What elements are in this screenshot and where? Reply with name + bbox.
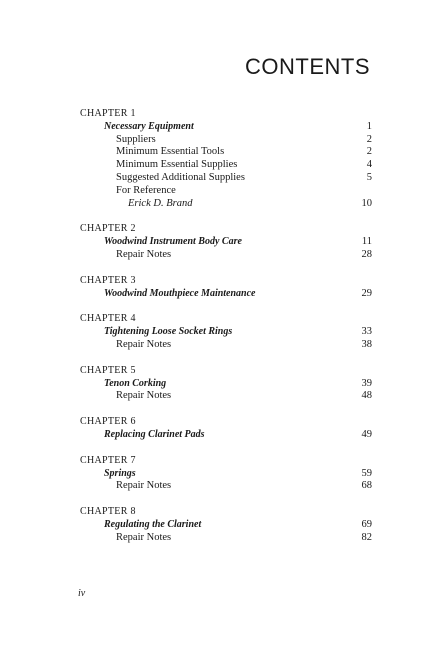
toc-page-number: 48 (361, 390, 372, 402)
chapter-heading (80, 416, 372, 429)
toc-entry (80, 480, 372, 493)
page-number: iv (78, 588, 86, 599)
chapter-heading (80, 223, 372, 236)
table-of-contents (80, 108, 372, 558)
toc-entry (80, 146, 372, 159)
chapter-block (80, 223, 372, 261)
toc-entry-label: Tenon Corking (104, 377, 167, 389)
chapter-block (80, 313, 372, 351)
toc-page-number: 10 (361, 197, 372, 209)
toc-entry-label: Repair Notes (116, 480, 172, 492)
toc-chapter-title (80, 288, 372, 301)
toc-entry-label: Minimum Essential Supplies (116, 159, 238, 171)
chapter-heading-label: CHAPTER 6 (80, 416, 136, 428)
chapter-heading-label: CHAPTER 1 (80, 108, 136, 119)
toc-entry (80, 339, 372, 352)
toc-entry-label: Necessary Equipment (104, 120, 194, 132)
chapter-block (80, 416, 372, 442)
toc-entry-label: Woodwind Mouthpiece Maintenance (104, 287, 256, 299)
toc-page-number: 39 (361, 377, 372, 389)
toc-entry-label: Suggested Additional Supplies (116, 171, 245, 183)
toc-entry (80, 172, 372, 185)
toc-entry (80, 249, 372, 262)
toc-entry-label: Woodwind Instrument Body Care (104, 236, 242, 248)
toc-page-number: 49 (361, 428, 372, 440)
toc-page-number: 1 (366, 120, 372, 132)
toc-entry (80, 185, 372, 198)
chapter-heading-label: CHAPTER 5 (80, 364, 136, 376)
toc-page-number: 68 (361, 480, 372, 492)
toc-chapter-title (80, 121, 372, 134)
toc-entry-label: Minimum Essential Tools (116, 146, 225, 158)
toc-entry-label: Suppliers (116, 133, 156, 145)
toc-page-number: 5 (366, 171, 372, 183)
chapter-heading-label: CHAPTER 2 (80, 223, 136, 235)
toc-page-number: 69 (361, 518, 372, 530)
toc-entry (80, 532, 372, 545)
toc-entry (80, 198, 372, 211)
toc-entry (80, 134, 372, 147)
page-title: CONTENTS (245, 54, 370, 79)
chapter-heading (80, 313, 372, 326)
chapter-block (80, 275, 372, 301)
toc-page-number: 29 (361, 287, 372, 299)
toc-entry-label: Regulating the Clarinet (104, 518, 202, 530)
toc-page-number: 38 (361, 338, 372, 350)
chapter-heading-label: CHAPTER 7 (80, 454, 136, 466)
chapter-block (80, 506, 372, 544)
toc-entry-label: Repair Notes (116, 248, 172, 260)
chapter-heading (80, 506, 372, 519)
toc-page-number: 28 (361, 248, 372, 260)
toc-entry (80, 159, 372, 172)
chapter-block (80, 365, 372, 403)
toc-entry-label: Springs (104, 467, 136, 479)
chapter-heading-label: CHAPTER 8 (80, 506, 136, 518)
toc-page-number: 2 (366, 133, 372, 145)
toc-page-number: 2 (366, 146, 372, 158)
toc-chapter-title (80, 519, 372, 532)
chapter-heading-label: CHAPTER 3 (80, 274, 136, 286)
toc-entry-label: Tightening Loose Socket Rings (104, 326, 233, 338)
chapter-block (80, 108, 372, 210)
toc-entry-label: Replacing Clarinet Pads (104, 428, 205, 440)
toc-chapter-title (80, 236, 372, 249)
chapter-heading-label: CHAPTER 4 (80, 313, 136, 325)
toc-chapter-title (80, 378, 372, 391)
chapter-block (80, 455, 372, 493)
toc-page-number: 4 (366, 159, 372, 171)
toc-page-number: 59 (361, 467, 372, 479)
toc-entry-label: Repair Notes (116, 338, 172, 350)
toc-entry-label: Repair Notes (116, 390, 172, 402)
chapter-heading (80, 108, 372, 121)
toc-page-number: 82 (361, 531, 372, 543)
toc-entry-label: For Reference (116, 184, 176, 196)
toc-entry-label: Erick D. Brand (128, 197, 193, 209)
toc-page-number: 11 (361, 236, 372, 248)
toc-entry (80, 390, 372, 403)
chapter-heading (80, 365, 372, 378)
toc-chapter-title (80, 468, 372, 481)
chapter-heading (80, 455, 372, 468)
chapter-heading (80, 275, 372, 288)
toc-entry-label: Repair Notes (116, 531, 172, 543)
toc-chapter-title (80, 429, 372, 442)
toc-chapter-title (80, 326, 372, 339)
toc-page-number: 33 (361, 326, 372, 338)
